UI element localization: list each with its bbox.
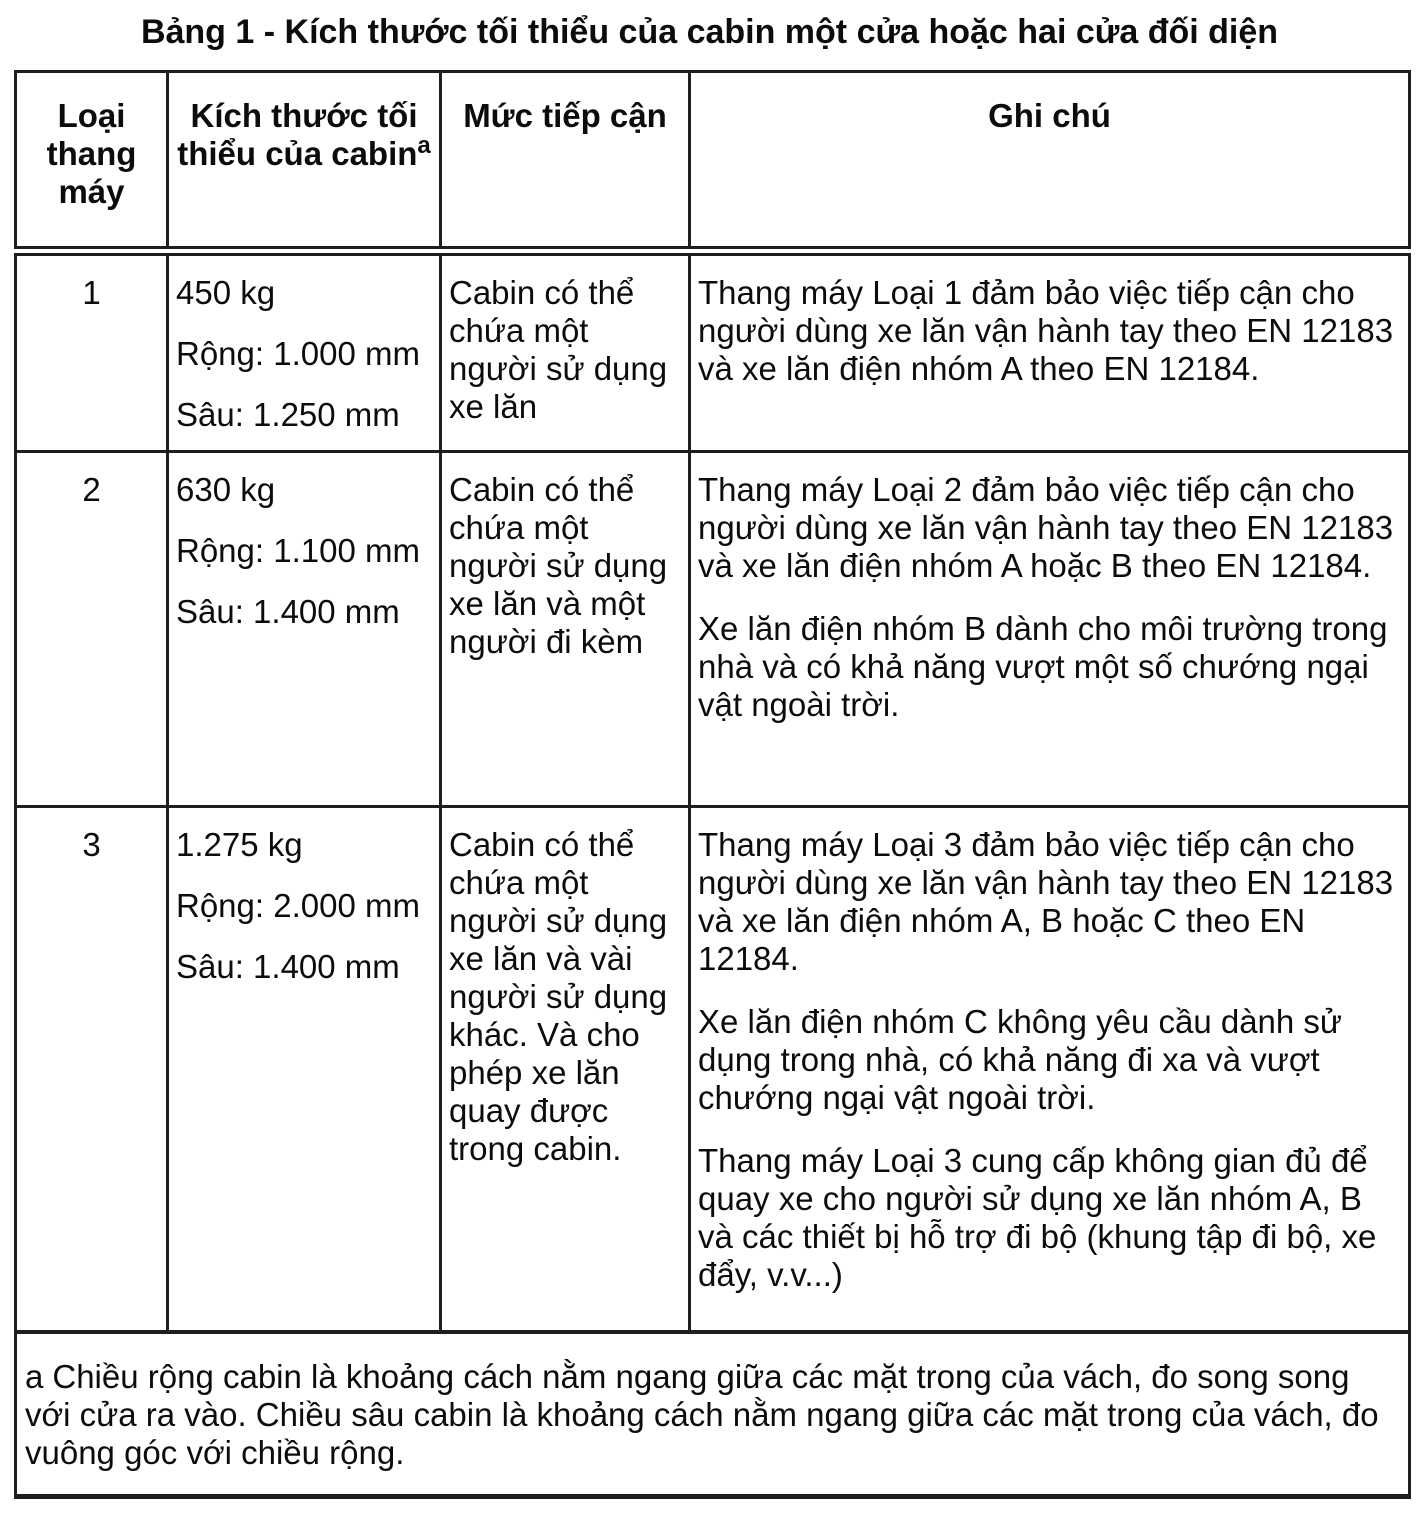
dimension-line: Sâu: 1.250 mm <box>176 395 400 433</box>
footnote-cell <box>16 1332 1410 1497</box>
header-row <box>16 72 1410 251</box>
access-text: Cabin có thể chứa một người sử dụng xe lăn <box>449 273 668 425</box>
dimension-line: Rộng: 1.000 mm <box>176 334 420 372</box>
type-value: 1 <box>82 273 101 311</box>
access-cell <box>441 807 690 1332</box>
footnote-marker: a <box>25 1357 44 1395</box>
header-min-dimensions <box>168 72 441 251</box>
access-cell <box>441 251 690 452</box>
type-cell <box>16 251 168 452</box>
type-value: 2 <box>82 471 101 508</box>
notes-cell <box>690 452 1410 807</box>
dimensions-cell <box>168 452 441 807</box>
dimension-line: Sâu: 1.400 mm <box>176 948 400 985</box>
access-text: Cabin có thể chứa một người sử dụng xe lăn và một người đi kèm <box>449 471 668 660</box>
dimensions-cell <box>168 251 441 452</box>
type-value: 3 <box>82 826 101 863</box>
footnote-row <box>16 1332 1410 1497</box>
type-cell <box>16 452 168 807</box>
table-caption: Bảng 1 - Kích thước tối thiểu của cabin một cửa hoặc hai cửa đối diện <box>140 13 1279 51</box>
access-cell <box>441 452 690 807</box>
elevator-cabin-spec-table <box>14 70 1411 1499</box>
dimension-line: 450 kg <box>176 273 276 311</box>
note-paragraph: Thang máy Loại 3 cung cấp không gian đủ để quay xe cho người sử dụng xe lăn nhóm A, B và các thiết bị hỗ trợ đi bộ (khung tập đi bộ, xe đẩy, v.v...) <box>698 1142 1377 1293</box>
dimension-line: 1.275 kg <box>176 826 303 863</box>
footnote-ref-sup: a <box>417 132 431 159</box>
type-cell <box>16 807 168 1332</box>
note-paragraph: Thang máy Loại 1 đảm bảo việc tiếp cận cho người dùng xe lăn vận hành tay theo EN 12183 và xe lăn điện nhóm A theo EN 12184. <box>698 273 1394 387</box>
header-access-level: Mức tiếp cận <box>441 72 690 251</box>
dimensions-cell <box>168 807 441 1332</box>
header-notes: Ghi chú <box>690 72 1410 251</box>
table-row-type-3 <box>16 807 1410 1332</box>
dimension-line: Sâu: 1.400 mm <box>176 593 400 630</box>
notes-cell <box>690 251 1410 452</box>
note-paragraph: Thang máy Loại 2 đảm bảo việc tiếp cận cho người dùng xe lăn vận hành tay theo EN 12183 và xe lăn điện nhóm A hoặc B theo EN 12184. <box>698 471 1394 584</box>
footnote-text: Chiều rộng cabin là khoảng cách nằm ngang giữa các mặt trong của vách, đo song song với cửa ra vào. Chiều sâu cabin là khoảng cách nằm ngang giữa các mặt trong của vách, đo vuông góc với chiều rộng. <box>25 1357 1379 1471</box>
header-elevator-type: Loại thang máy <box>16 72 168 251</box>
table-row-type-1 <box>16 251 1410 452</box>
dimension-line: 630 kg <box>176 471 276 508</box>
header-min-dimensions-label: Kích thước tối thiểu của cabin <box>177 97 418 172</box>
access-text: Cabin có thể chứa một người sử dụng xe lăn và vài người sử dụng khác. Và cho phép xe lăn quay được trong cabin. <box>449 826 668 1167</box>
note-paragraph: Thang máy Loại 3 đảm bảo việc tiếp cận cho người dùng xe lăn vận hành tay theo EN 12183 và xe lăn điện nhóm A, B hoặc C theo EN 12184. <box>698 826 1394 977</box>
note-paragraph: Xe lăn điện nhóm B dành cho môi trường trong nhà và có khả năng vượt một số chướng ngại vật ngoài trời. <box>698 610 1388 723</box>
dimension-line: Rộng: 2.000 mm <box>176 887 420 924</box>
table-row-type-2 <box>16 452 1410 807</box>
dimension-line: Rộng: 1.100 mm <box>176 532 420 569</box>
notes-cell <box>690 807 1410 1332</box>
note-paragraph: Xe lăn điện nhóm C không yêu cầu dành sử dụng trong nhà, có khả năng đi xa và vượt chướng ngại vật ngoài trời. <box>698 1003 1343 1116</box>
